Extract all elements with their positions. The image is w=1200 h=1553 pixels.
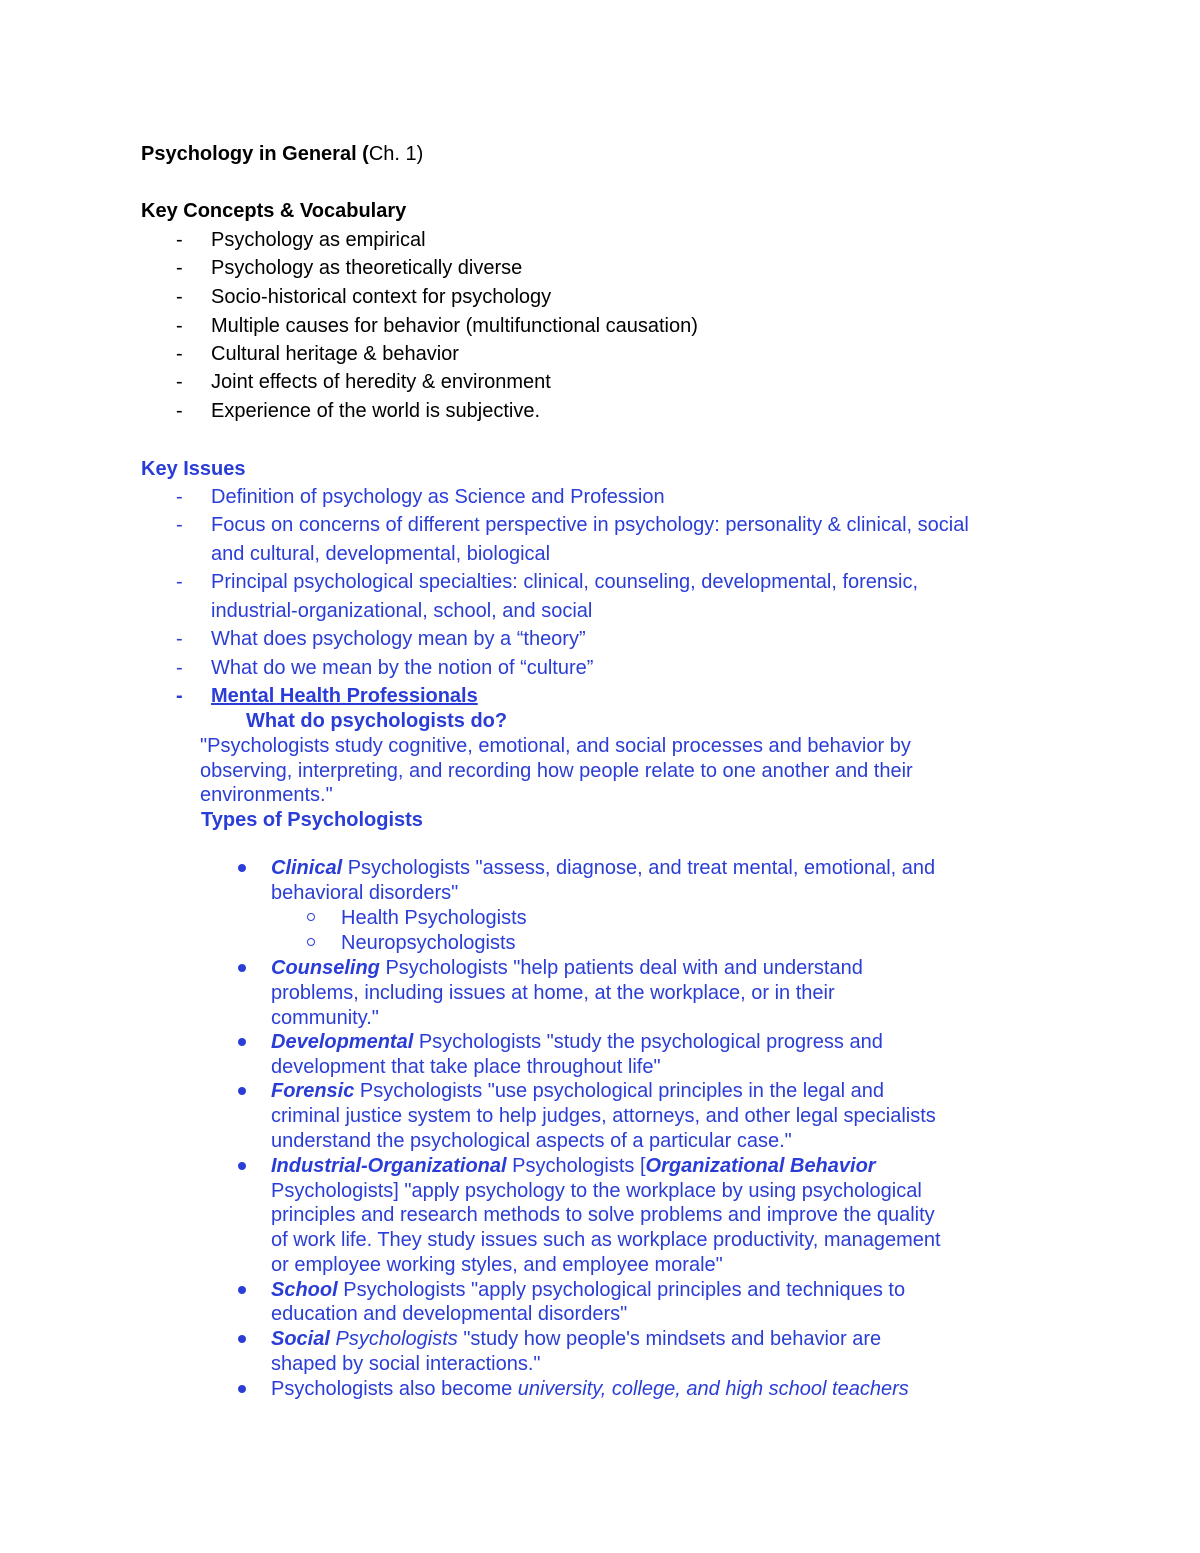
list-item-continuation: problems, including issues at home, at the workplace, or in their [271, 982, 835, 1004]
list-item [271, 1327, 881, 1351]
type-desc: "study how people's mindsets and behavior are [457, 1328, 882, 1350]
type-desc: Psychologists "study the psychological progress and [413, 1031, 883, 1053]
bullet-ring [307, 913, 315, 921]
bullet-dot [238, 1038, 246, 1046]
list-item-text: What does psychology mean by a “theory” [211, 628, 586, 650]
list-item-continuation: development that take place throughout life" [271, 1056, 661, 1078]
title-rest: Ch. 1) [368, 143, 424, 165]
list-item-text: Psychology as empirical [211, 229, 426, 251]
bullet-ring [307, 938, 315, 946]
list-item-text: Focus on concerns of different perspective in psychology: personality & clinical, social [211, 514, 969, 536]
list-item-continuation: shaped by social interactions." [271, 1353, 541, 1375]
type-term: Industrial-Organizational [271, 1155, 507, 1177]
dash-marker: - [176, 371, 183, 393]
list-item-continuation: education and developmental disorders" [271, 1303, 628, 1325]
type-term-rest: Psychologists [329, 1328, 458, 1350]
type-desc: Psychologists "assess, diagnose, and treat mental, emotional, and [342, 857, 936, 879]
list-item-text: Cultural heritage & behavior [211, 343, 459, 365]
list-item-continuation: behavioral disorders" [271, 882, 459, 904]
type-desc-italic: university, college, and high school teachers [517, 1378, 909, 1400]
type-desc: Psychologists also become [271, 1378, 518, 1400]
bullet-dot [238, 964, 246, 972]
bullet-dot [238, 864, 246, 872]
bullet-dot [238, 1335, 246, 1343]
list-item-text: Experience of the world is subjective. [211, 400, 541, 422]
bullet-dot [238, 1087, 246, 1095]
type-desc: Psychologists "help patients deal with and understand [379, 957, 863, 979]
type-term: Forensic [271, 1080, 355, 1102]
dash-marker: - [176, 685, 183, 707]
list-item-text: Principal psychological specialties: clinical, counseling, developmental, forensic, [211, 571, 919, 593]
quote-line: "Psychologists study cognitive, emotional, and social processes and behavior by [200, 735, 911, 757]
list-item [271, 1079, 884, 1103]
type-term: Social [271, 1328, 330, 1350]
types-heading: Types of Psychologists [201, 809, 423, 831]
list-item-text: Socio-historical context for psychology [211, 286, 552, 308]
bullet-dot [238, 1286, 246, 1294]
type-desc: Psychologists [ [506, 1155, 646, 1177]
list-item [271, 956, 863, 980]
key-concepts-heading: Key Concepts & Vocabulary [141, 200, 407, 222]
key-issues-heading: Key Issues [141, 458, 246, 480]
list-item-text: Joint effects of heredity & environment [211, 371, 551, 393]
bullet-dot [238, 1385, 246, 1393]
dash-marker: - [176, 514, 183, 536]
type-term: Counseling [271, 957, 380, 979]
list-item-text: Definition of psychology as Science and Profession [211, 486, 665, 508]
list-item-continuation: of work life. They study issues such as workplace productivity, management [271, 1229, 941, 1251]
quote-line: observing, interpreting, and recording how people relate to one another and their [200, 760, 913, 782]
list-item-continuation: community." [271, 1007, 379, 1029]
type-term-alt: Organizational Behavior [645, 1155, 876, 1177]
list-item-continuation: or employee working styles, and employee morale" [271, 1254, 723, 1276]
type-term: Clinical [271, 857, 343, 879]
type-desc: Psychologists "use psychological principles in the legal and [354, 1080, 884, 1102]
bullet-dot [238, 1162, 246, 1170]
list-item [271, 856, 935, 880]
list-item-continuation: principles and research methods to solve problems and improve the quality [271, 1204, 935, 1226]
title-bold: Psychology in General ( [141, 143, 369, 165]
list-item-text: Multiple causes for behavior (multifunctional causation) [211, 315, 698, 337]
dash-marker: - [176, 657, 183, 679]
list-item-continuation: understand the psychological aspects of a particular case." [271, 1130, 792, 1152]
dash-marker: - [176, 315, 183, 337]
type-term: School [271, 1279, 338, 1301]
list-item [271, 1030, 883, 1054]
sub-list-item: Health Psychologists [341, 907, 527, 929]
list-item-continuation: and cultural, developmental, biological [211, 543, 551, 565]
dash-marker: - [176, 229, 183, 251]
list-item-text: Psychology as theoretically diverse [211, 257, 523, 279]
quote-line: environments." [200, 784, 333, 806]
dash-marker: - [176, 343, 183, 365]
dash-marker: - [176, 257, 183, 279]
dash-marker: - [176, 486, 183, 508]
mental-health-professionals-link[interactable]: Mental Health Professionals [211, 685, 478, 707]
what-do-heading: What do psychologists do? [246, 710, 508, 732]
list-item [271, 1154, 876, 1178]
dash-marker: - [176, 571, 183, 593]
dash-marker: - [176, 400, 183, 422]
type-term: Developmental [271, 1031, 414, 1053]
sub-list-item: Neuropsychologists [341, 932, 516, 954]
dash-marker: - [176, 628, 183, 650]
list-item-text: What do we mean by the notion of “culture” [211, 657, 594, 679]
list-item-continuation: industrial-organizational, school, and social [211, 600, 593, 622]
dash-marker: - [176, 286, 183, 308]
list-item [271, 1377, 909, 1401]
page-title [141, 142, 423, 166]
list-item-continuation: Psychologists] "apply psychology to the workplace by using psychological [271, 1180, 922, 1202]
list-item [271, 1278, 905, 1302]
type-desc: Psychologists "apply psychological principles and techniques to [337, 1279, 906, 1301]
list-item-continuation: criminal justice system to help judges, attorneys, and other legal specialists [271, 1105, 936, 1127]
